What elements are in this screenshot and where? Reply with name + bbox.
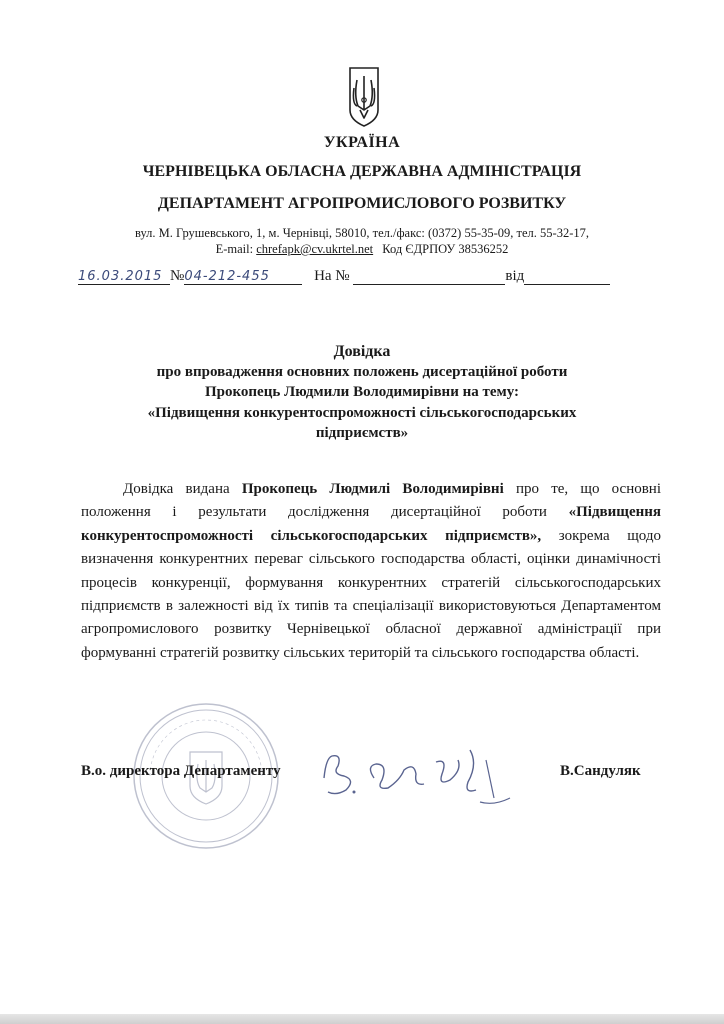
contact-line (0, 242, 724, 257)
document-subtitle-1: про впровадження основних положень дисертаційної роботи (156, 364, 568, 380)
document-title: Довідка (333, 343, 391, 360)
signer-name: В.Сандуляк (560, 763, 641, 779)
incoming-date-blank (524, 268, 610, 285)
outgoing-date: 16.03.2015 (78, 269, 170, 285)
scan-edge (0, 1014, 724, 1024)
dissertation-topic: «Підвищення конкурентоспроможності сільськогосподарських підприємств», (81, 504, 661, 544)
document-subtitle-2: Прокопець Людмили Володимирівни на тему: (204, 384, 520, 400)
number-label: № (170, 268, 185, 284)
handwritten-signature-icon (318, 740, 518, 810)
edrpou-label: Код ЄДРПОУ (382, 242, 456, 256)
edrpou-value: 38536252 (458, 242, 509, 256)
recipient-name: Прокопець Людмилі Володимирівні (241, 481, 504, 497)
document-subtitle-3: «Підвищення конкурентоспроможності сільськогосподарських (147, 405, 577, 421)
incoming-date-label: від (505, 268, 525, 284)
reference-line (78, 268, 638, 292)
document-subtitle-4: підприємств» (315, 425, 409, 441)
department-name: ДЕПАРТАМЕНТ АГРОПРОМИСЛОВОГО РОЗВИТКУ (157, 195, 567, 212)
outgoing-number: 04-212-455 (184, 269, 302, 285)
body-intro: Довідка видана (123, 481, 242, 497)
email-link[interactable]: chrefapk@cv.ukrtel.net (256, 242, 374, 256)
trident-icon (346, 66, 382, 128)
incoming-number-label: На № (314, 268, 350, 284)
signer-position: В.о. директора Департаменту (81, 763, 281, 779)
address-line: вул. М. Грушевського, 1, м. Чернівці, 58010, тел./факс: (0372) 55-35-09, тел. 55-32-17, (135, 226, 589, 240)
body-end: зокрема щодо визначення конкурентних переваг сільського господарства області, оцінки динамічності процесів конкуренції, формування конкурентних стратегій сільськогосподарських підприємств в залежності від їх типів та спеціалізації використовуються Департаментом агропромислового розвитку Чернівецької обласної державної адміністрації при формуванні стратегій розвитку сільських територій та сільського господарства області. (81, 527, 661, 661)
body-paragraph (81, 478, 661, 665)
body-middle: про те, що основні положення і результати дослідження дисертаційної роботи (81, 481, 661, 521)
country-heading: УКРАЇНА (323, 134, 401, 151)
administration-name: ЧЕРНІВЕЦЬКА ОБЛАСНА ДЕРЖАВНА АДМІНІСТРАЦІЯ (142, 163, 582, 180)
incoming-number-blank (353, 268, 505, 285)
email-label: E-mail: (215, 242, 254, 256)
